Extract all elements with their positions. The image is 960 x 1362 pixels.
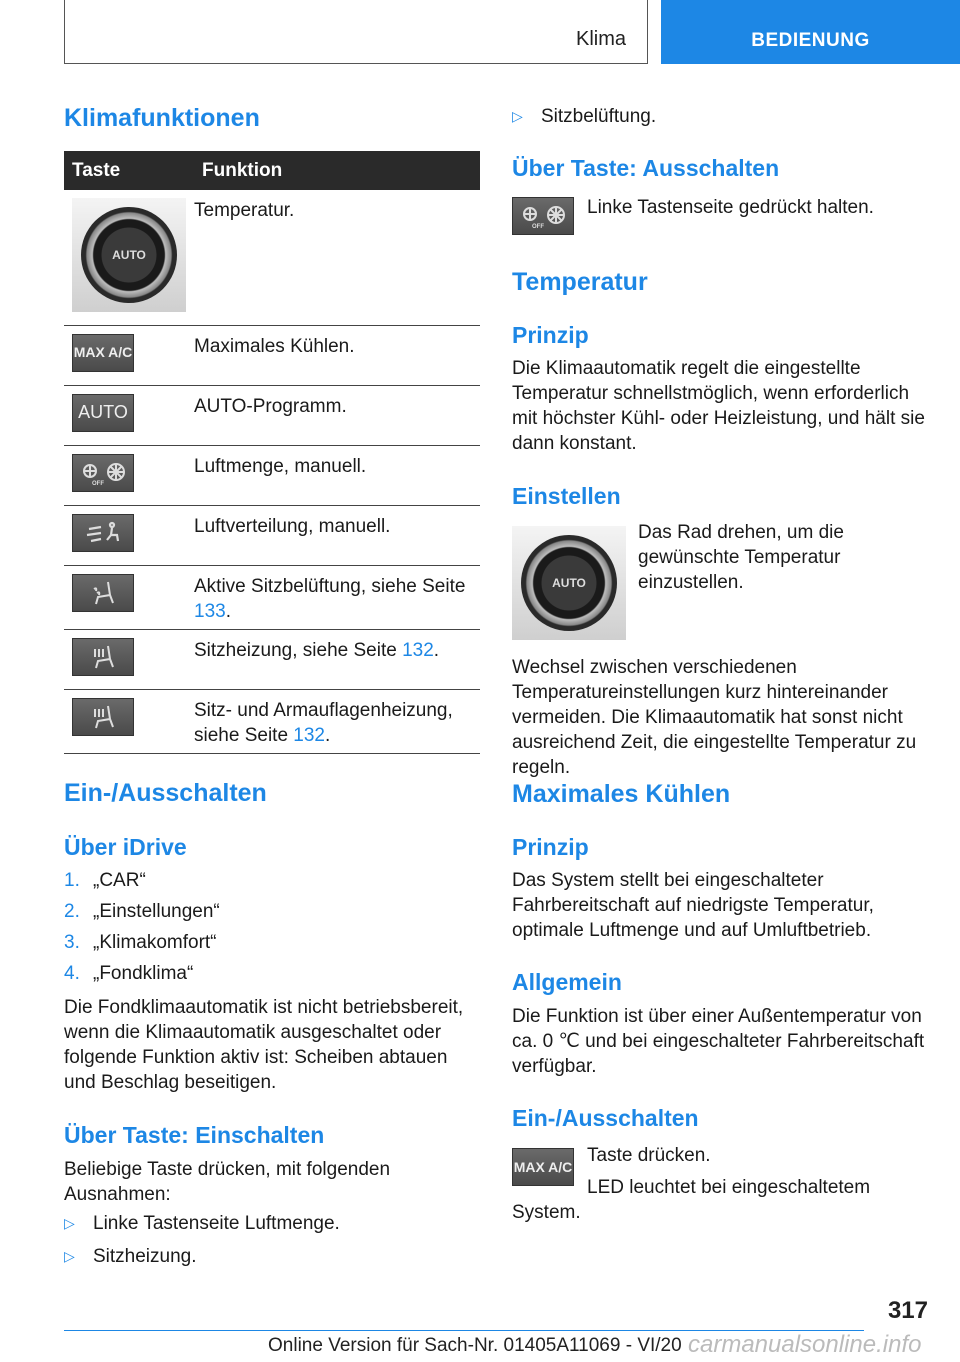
heading-ueber-idrive: Über iDrive — [64, 834, 187, 860]
auto-knob-icon: AUTO — [512, 526, 626, 640]
heading-allgemein: Allgemein — [512, 969, 622, 995]
row-text: Temperatur. — [194, 190, 480, 325]
row-text: Maximales Kühlen. — [194, 325, 480, 385]
max-led-paragraph: LED leuchtet bei eingeschaltetem System. — [512, 1177, 871, 1223]
heading-taste-ausschalten: Über Taste: Ausschalten — [512, 155, 780, 181]
exception-list-continued — [512, 100, 928, 133]
heading-prinzip: Prinzip — [512, 834, 589, 860]
seat-heating-button-icon — [72, 638, 134, 676]
list-item: ▷ Linke Tastenseite Luftmenge. — [64, 1213, 340, 1234]
settings-note-paragraph: Wechsel zwischen verschiedenen Temperatureinstellungen kurz hintereinander vermeiden. Die Klimaautomatik hat sonst nicht ausreichend Zeit, die eingestellte Temperatur zu regeln. — [512, 657, 917, 778]
header-box — [64, 0, 648, 64]
max-ac-button-icon: MAX A/C — [72, 334, 134, 372]
max-ac-button-icon: MAX A/C — [512, 1148, 574, 1186]
heading-klimafunktionen: Klimafunktionen — [64, 104, 260, 132]
heading-ein-ausschalten: Ein-/Ausschalten — [512, 1105, 699, 1131]
fan-button-icon — [72, 454, 134, 492]
idrive-steps — [64, 865, 480, 989]
list-item: ▷ Sitzbelüftung. — [512, 106, 657, 127]
heading-einstellen: Einstellen — [512, 483, 621, 509]
function-table — [64, 151, 480, 754]
air-distribution-button-icon — [72, 514, 134, 552]
header-section: Klima — [575, 28, 626, 50]
table-row — [64, 325, 480, 385]
page-link-133[interactable]: 133 — [194, 600, 226, 622]
settings-paragraph: Das Rad drehen, um die gewünschte Temperatur einzustellen. — [638, 522, 844, 593]
heading-maximales-kuehlen: Maximales Kühlen — [512, 780, 731, 808]
general-paragraph: Die Funktion ist über einer Außentemperatur von ca. 0 ℃ und bei eingeschalteter Fahrbereitschaft verfügbar. — [512, 1006, 925, 1077]
table-header-row — [64, 151, 480, 190]
row-text: Sitzheizung, siehe Seite — [194, 639, 403, 661]
heading-prinzip: Prinzip — [512, 322, 589, 348]
footer-online-version: Online Version für Sach-Nr. 01405A11069 - VI/20 — [268, 1335, 682, 1356]
header-chapter-tab: BEDIENUNG — [661, 0, 960, 64]
fan-button-icon — [512, 197, 574, 235]
page-number: 317 — [887, 1297, 928, 1324]
heading-temperatur: Temperatur — [512, 268, 648, 296]
page-link-132[interactable]: 132 — [402, 639, 434, 661]
seat-armrest-heating-button-icon — [72, 698, 134, 736]
table-row — [64, 445, 480, 505]
heading-taste-einschalten: Über Taste: Einschalten — [64, 1122, 325, 1148]
taste-on-paragraph: Beliebige Taste drücken, mit folgenden Ausnahmen: — [64, 1159, 391, 1205]
table-row: Sitzheizung, siehe Seite 132. — [64, 629, 480, 689]
list-item: 4. „Fondklima“ — [64, 963, 194, 984]
row-text: Luftmenge, manuell. — [194, 445, 480, 505]
table-row — [64, 505, 480, 565]
svg-text:OFF: OFF — [532, 224, 544, 230]
table-row: Sitz- und Armauflagenheizung, siehe Seite 132. — [64, 689, 480, 753]
fond-paragraph: Die Fondklimaautomatik ist nicht betriebsbereit, wenn die Klimaautomatik ausgeschaltet oder folgende Funktion aktiv ist: Scheiben abtauen und Beschlag beseitigen. — [64, 997, 464, 1093]
svg-text:OFF: OFF — [92, 480, 104, 487]
col-header-funktion: Funktion — [194, 151, 480, 190]
row-text: Sitz- und Armauflagenheizung, siehe Seite — [194, 699, 453, 746]
auto-knob-icon: AUTO — [72, 198, 186, 312]
list-item: 3. „Klimakomfort“ — [64, 932, 217, 953]
temp-principle-paragraph: Die Klimaautomatik regelt die eingestellte Temperatur schnellstmöglich, wenn erforderlich mit höchster Kühl- oder Heizleistung, und hält sie dann konstant. — [512, 358, 925, 454]
max-principle-paragraph: Das System stellt bei eingeschalteter Fahrbereitschaft auf niedrigste Temperatur, optimale Luftmenge und auf Umluftbetrieb. — [512, 870, 874, 941]
row-text: Luftverteilung, manuell. — [194, 505, 480, 565]
table-row — [64, 190, 480, 325]
taste-off-paragraph: Linke Tastenseite gedrückt halten. — [587, 197, 874, 218]
list-item: 2. „Einstellungen“ — [64, 901, 220, 922]
page-link-132[interactable]: 132 — [293, 724, 325, 746]
col-header-taste: Taste — [64, 151, 194, 190]
row-text: Aktive Sitzbelüftung, siehe Seite — [194, 575, 466, 597]
max-press-paragraph: Taste drücken. — [587, 1145, 711, 1166]
table-row — [64, 385, 480, 445]
list-item: 1. „CAR“ — [64, 870, 146, 891]
table-row: Aktive Sitzbelüftung, siehe Seite 133. — [64, 565, 480, 629]
list-item: ▷ Sitzheizung. — [64, 1246, 197, 1267]
exception-list — [64, 1207, 480, 1273]
row-text: AUTO-Programm. — [194, 385, 480, 445]
seat-ventilation-button-icon — [72, 574, 134, 612]
heading-ein-ausschalten: Ein-/Ausschalten — [64, 779, 267, 807]
auto-button-icon: AUTO — [72, 394, 134, 432]
watermark: carmanualsonline.info — [688, 1331, 922, 1358]
